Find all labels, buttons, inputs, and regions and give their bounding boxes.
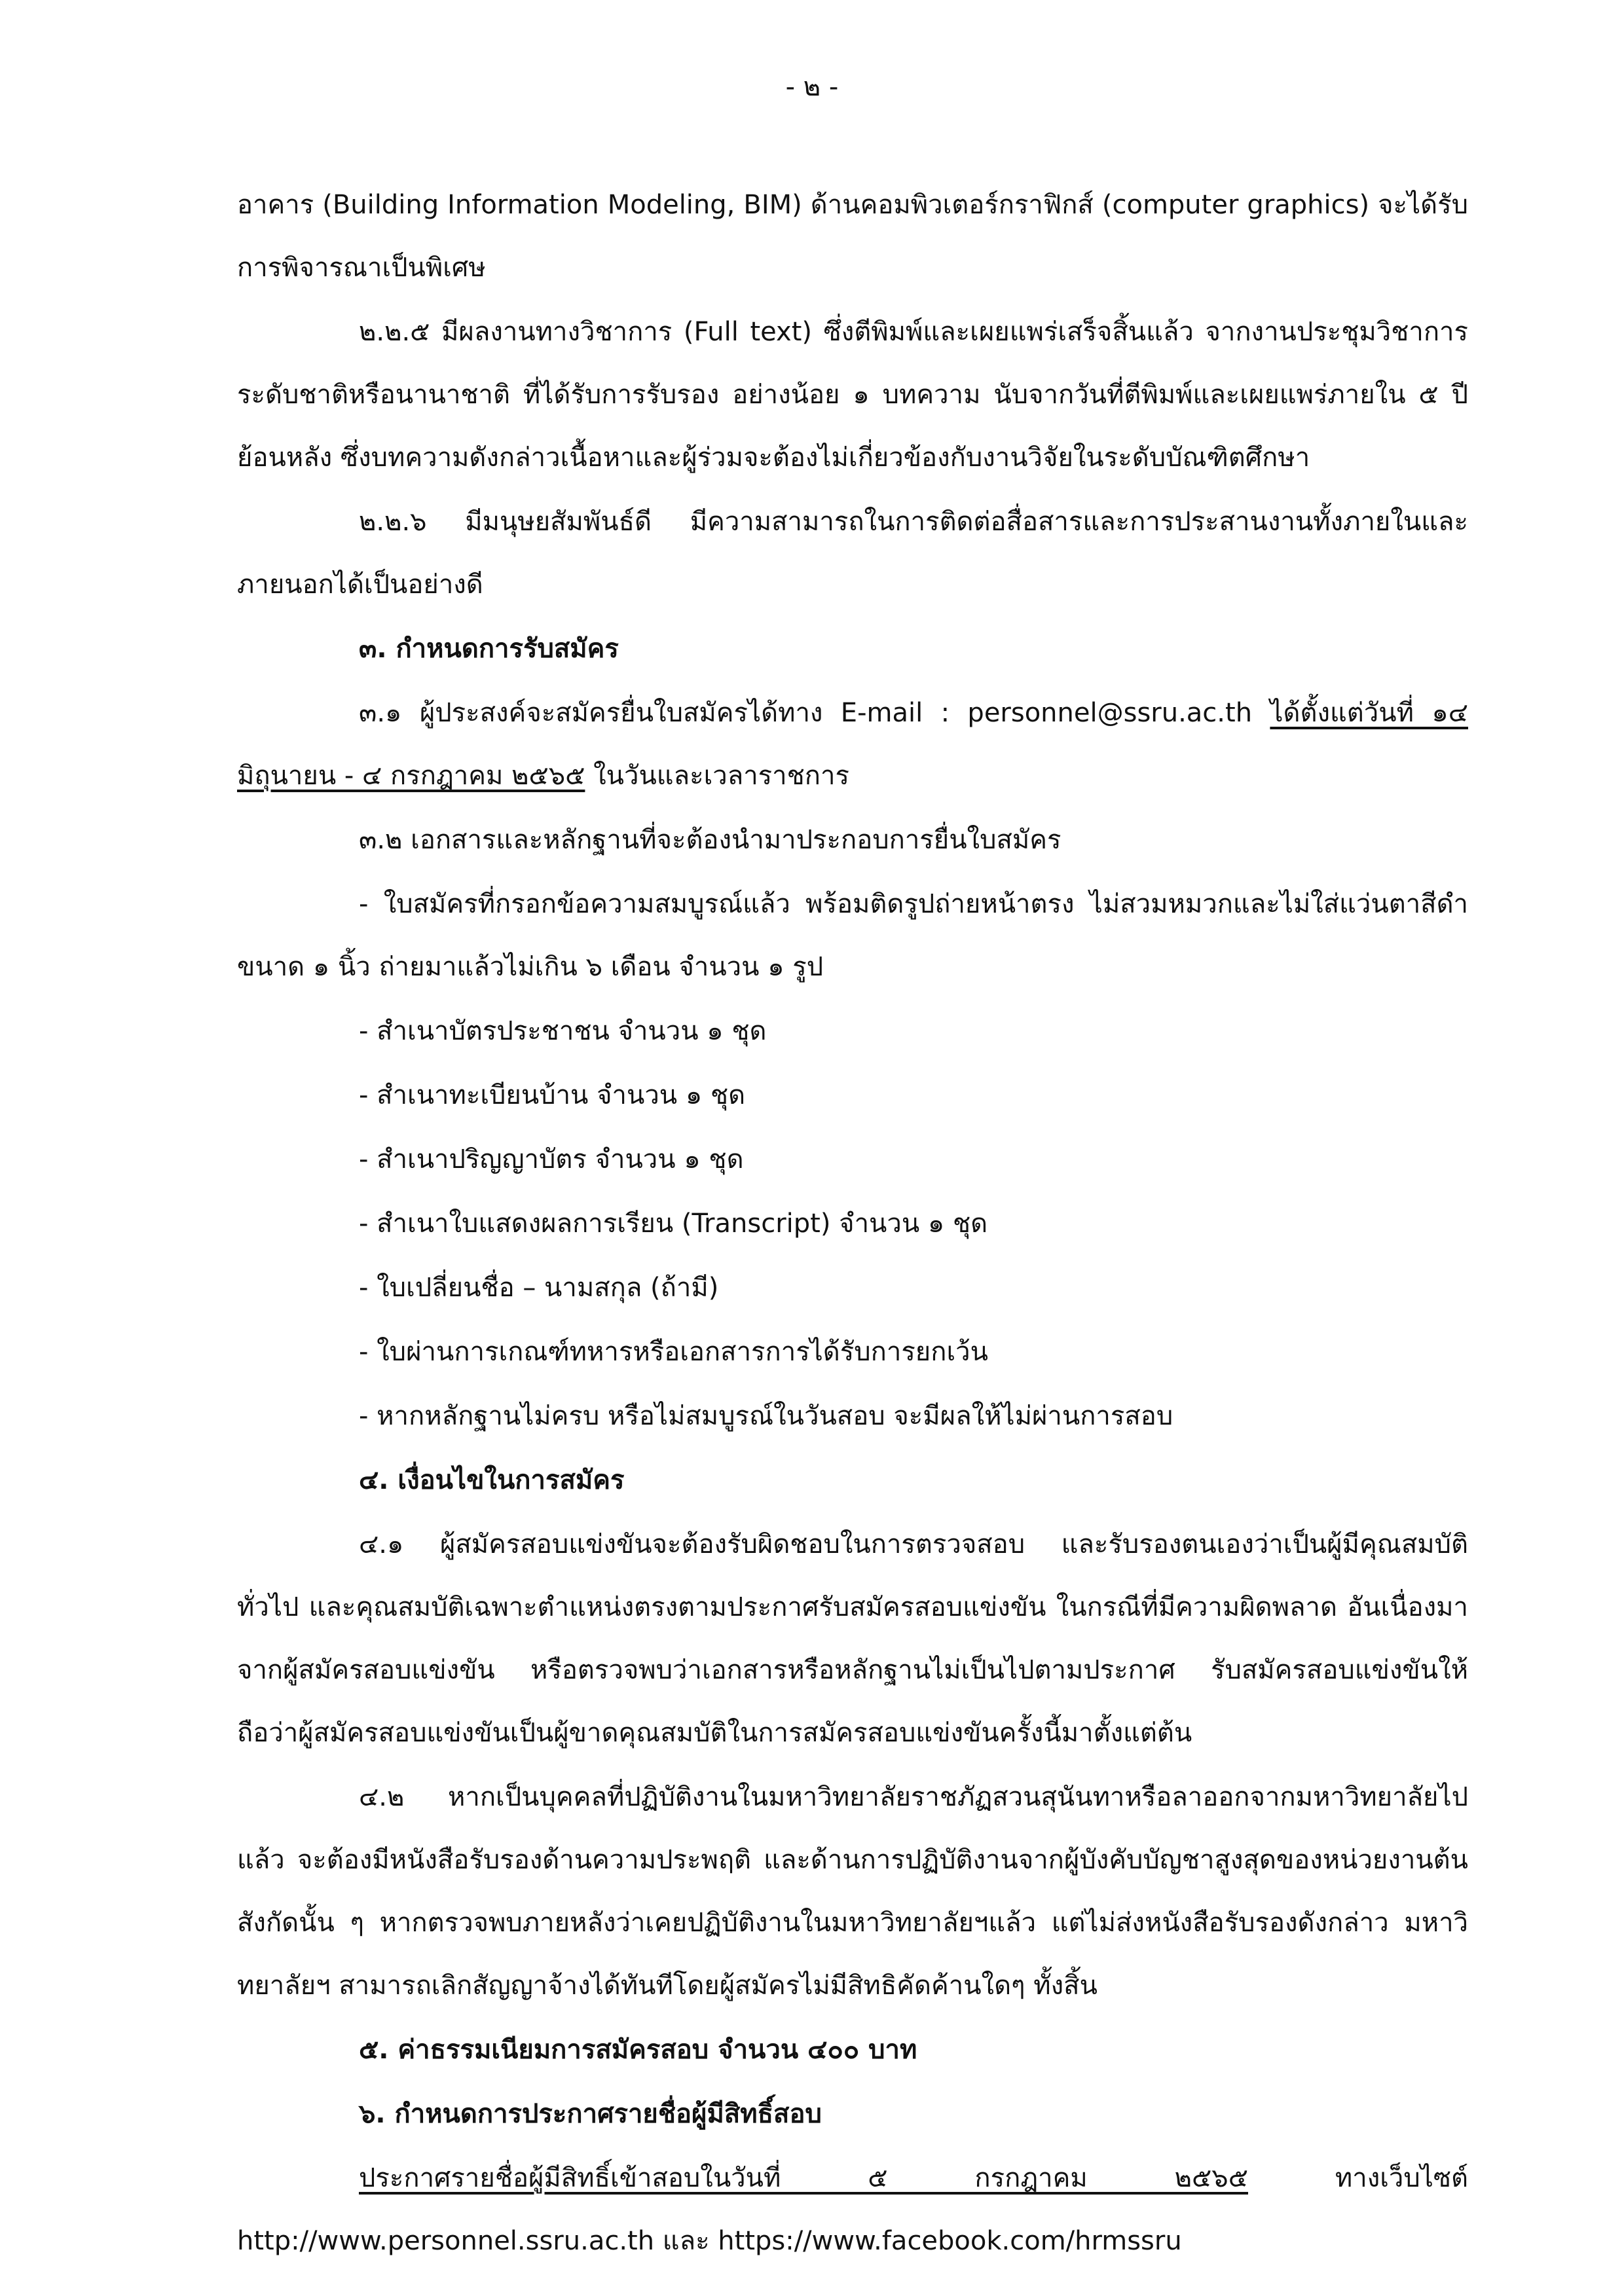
paragraph-2-2-5: ๒.๒.๕ มีผลงานทางวิชาการ (Full text) ซึ่งตีพิมพ์และเผยแพร่เสร็จสิ้นแล้ว จากงานประชุมวิชาการระดับชาติหรือนานาชาติ ที่ได้รับการรับรอง อย่างน้อย ๑ บทความ นับจากวันที่ตีพิมพ์และเผยแพร่ภายใน ๕ ปี ย้อนหลัง ซึ่งบทความดังกล่าวเนื้อหาและผู้ร่วมจะต้องไม่เกี่ยวข้องกับงานวิจัยในระดับบัณฑิตศึกษา [237,317,1468,473]
paragraph-continuation: อาคาร (Building Information Modeling, BIM) ด้านคอมพิวเตอร์กราฟิกส์ (computer graphics) จะได้รับการพิจารณาเป็นพิเศษ [237,190,1468,283]
document-item: - สำเนาบัตรประชาชน จำนวน ๑ ชุด [359,1016,767,1046]
document-item-application-form: - ใบสมัครที่กรอกข้อความสมบูรณ์แล้ว พร้อมติดรูปถ่ายหน้าตรง ไม่สวมหมวกและไม่ใส่แว่นตาสีดำ ขนาด ๑ นิ้ว ถ่ายมาแล้วไม่เกิน ๖ เดือน จำนวน ๑ รูป [237,889,1468,982]
announcement-websites: ทางเว็บไซต์ http://www.personnel.ssru.ac.th และ https://www.facebook.com/hrmssru [237,2163,1469,2256]
document-body [237,173,1468,2274]
document-item: - สำเนาทะเบียนบ้าน จำนวน ๑ ชุด [359,1080,746,1110]
announcement-date: ประกาศรายชื่อผู้มีสิทธิ์เข้าสอบในวันที่ ๕ กรกฎาคม ๒๕๖๕ [359,2163,1248,2193]
document-item: - สำเนาปริญญาบัตร จำนวน ๑ ชุด [359,1144,744,1175]
paragraph-3-1-prefix: ๓.๑ ผู้ประสงค์จะสมัครยื่นใบสมัครได้ทาง E-mail : personnel@ssru.ac.th [359,698,1270,728]
paragraph-4-1: ๔.๑ ผู้สมัครสอบแข่งขันจะต้องรับผิดชอบในการตรวจสอบ และรับรองตนเองว่าเป็นผู้มีคุณสมบัติทั่วไป และคุณสมบัติเฉพาะตำแหน่งตรงตามประกาศรับสมัครสอบแข่งขัน ในกรณีที่มีความผิดพลาด อันเนื่องมาจากผู้สมัครสอบแข่งขัน หรือตรวจพบว่าเอกสารหรือหลักฐานไม่เป็นไปตามประกาศ รับสมัครสอบแข่งขันให้ถือว่าผู้สมัครสอบแข่งขันเป็นผู้ขาดคุณสมบัติในการสมัครสอบแข่งขันครั้งนี้มาตั้งแต่ต้น [237,1529,1468,1748]
paragraph-6 [237,2147,1468,2272]
page-number: - ๒ - [785,72,839,102]
section-4-heading: ๔. เงื่อนไขในการสมัคร [359,1465,625,1495]
document-item: - หากหลักฐานไม่ครบ หรือไม่สมบูรณ์ในวันสอบ จะมีผลให้ไม่ผ่านการสอบ [359,1401,1173,1431]
document-item: - สำเนาใบแสดงผลการเรียน (Transcript) จำนวน ๑ ชุด [359,1209,988,1239]
document-item: - ใบผ่านการเกณฑ์ทหารหรือเอกสารการได้รับการยกเว้น [359,1337,988,1367]
document-item: - ใบเปลี่ยนชื่อ – นามสกุล (ถ้ามี) [359,1273,719,1303]
section-3-heading: ๓. กำหนดการรับสมัคร [359,634,619,664]
paragraph-2-2-6: ๒.๒.๖ มีมนุษยสัมพันธ์ดี มีความสามารถในการติดต่อสื่อสารและการประสานงานทั้งภายในและภายนอกได้เป็นอย่างดี [237,507,1468,600]
section-6-heading: ๖. กำหนดการประกาศรายชื่อผู้มีสิทธิ์สอบ [359,2099,822,2129]
paragraph-3-1-suffix: ในวันและเวลาราชการ [585,761,849,791]
section-5-heading: ๕. ค่าธรรมเนียมการสมัครสอบ จำนวน ๔๐๐ บาท [359,2035,917,2065]
paragraph-3-1 [237,682,1468,807]
paragraph-3-2: ๓.๒ เอกสารและหลักฐานที่จะต้องนำมาประกอบการยื่นใบสมัคร [359,825,1061,855]
paragraph-4-2: ๔.๒ หากเป็นบุคคลที่ปฏิบัติงานในมหาวิทยาลัยราชภัฏสวนสุนันทาหรือลาออกจากมหาวิทยาลัยไปแล้ว จะต้องมีหนังสือรับรองด้านความประพฤติ และด้านการปฏิบัติงานจากผู้บังคับบัญชาสูงสุดของหน่วยงานต้นสังกัดนั้น ๆ หากตรวจพบภายหลังว่าเคยปฏิบัติงานในมหาวิทยาลัยฯแล้ว แต่ไม่ส่งหนังสือรับรองดังกล่าว มหาวิทยาลัยฯ สามารถเลิกสัญญาจ้างได้ทันทีโดยผู้สมัครไม่มีสิทธิคัดค้านใดๆ ทั้งสิ้น [237,1782,1468,2001]
application-period: ได้ตั้งแต่วันที่ ๑๔ มิถุนายน - ๔ กรกฎาคม ๒๕๖๕ [237,698,1468,791]
